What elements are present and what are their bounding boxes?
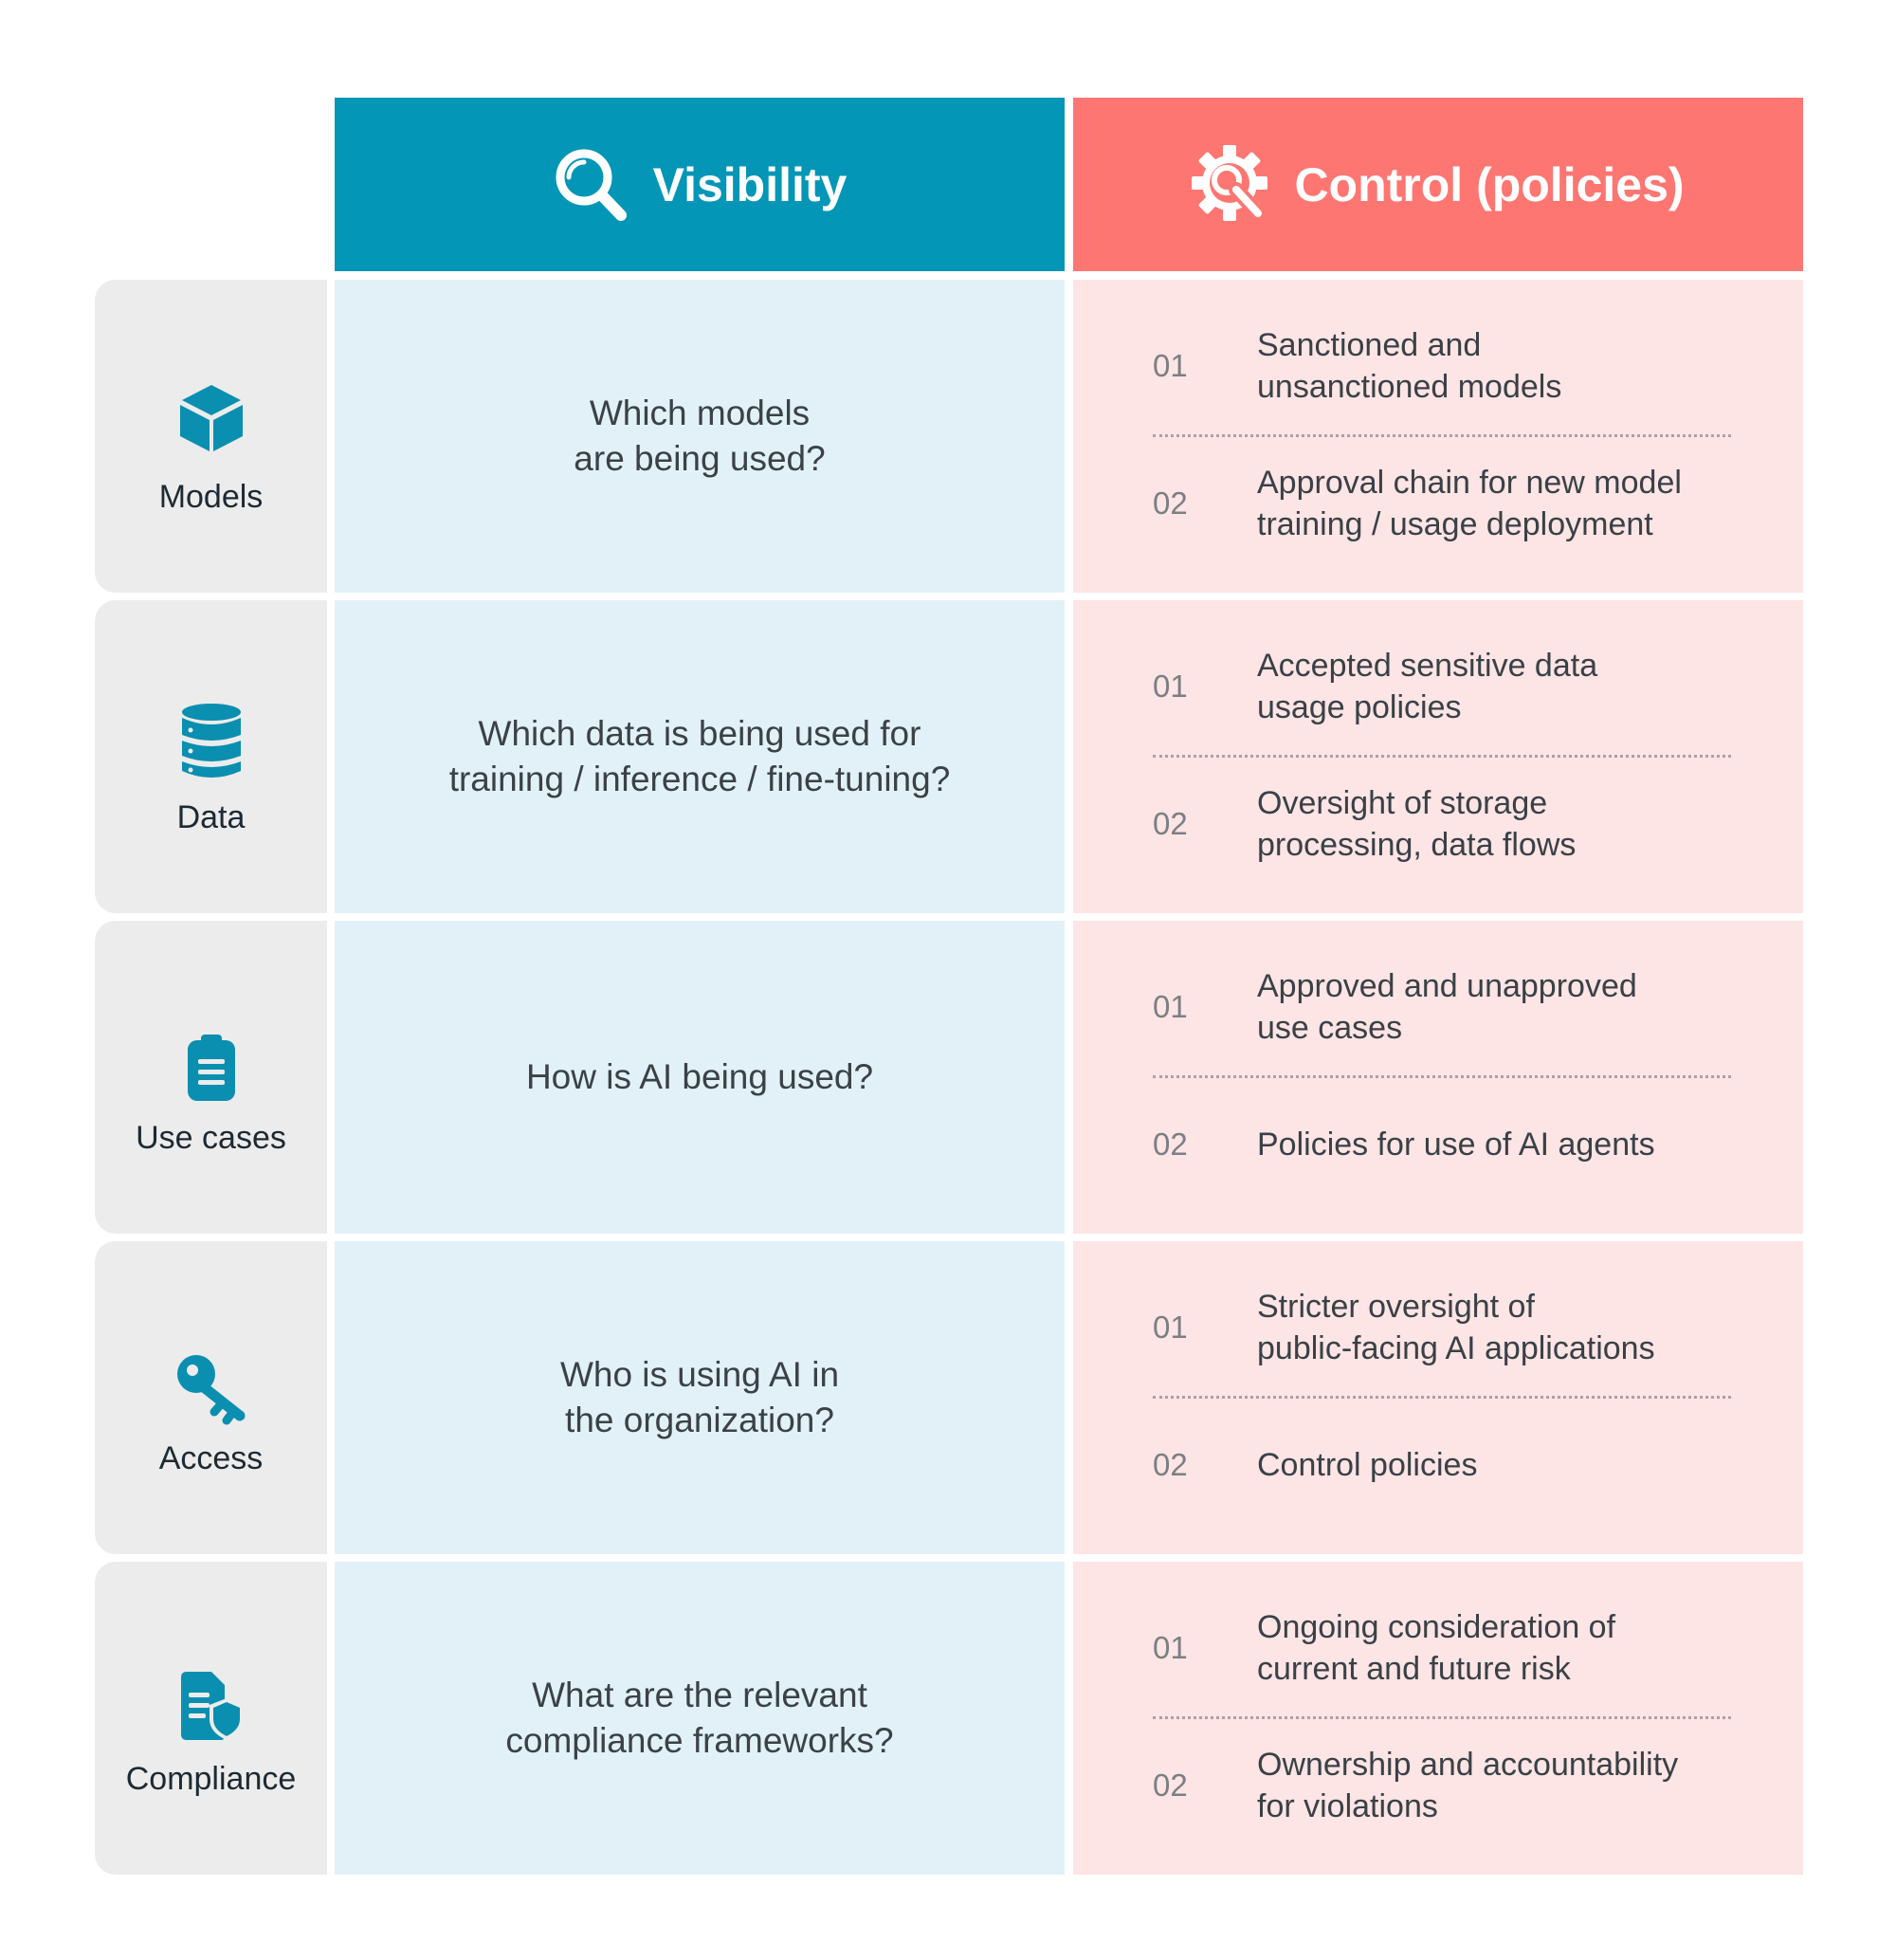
policy-item [1153, 1272, 1731, 1383]
policy-number: 02 [1153, 1768, 1188, 1803]
category-cell [95, 1562, 327, 1875]
database-icon [180, 703, 243, 780]
table-row-compliance [95, 1562, 1803, 1875]
category-cell [95, 280, 327, 593]
policy-number: 01 [1153, 348, 1188, 383]
visibility-question-cell [335, 921, 1065, 1234]
control-cell [1073, 280, 1803, 593]
policy-text: Policies for use of AI agents [1257, 1127, 1655, 1163]
policy-item [1153, 448, 1731, 559]
document-shield-icon [177, 1670, 246, 1742]
visibility-header-title: Visibility [652, 157, 848, 211]
category-label: Access [158, 1440, 264, 1476]
dotted-divider [1153, 1716, 1731, 1719]
policy-text: Sanctioned and unsanctioned models [1257, 327, 1562, 405]
control-header [1073, 98, 1803, 271]
key-icon [175, 1353, 247, 1425]
policy-number: 02 [1153, 1447, 1188, 1482]
policy-text: Control policies [1257, 1447, 1478, 1483]
policy-text: Approval chain for new model training / usage deployment [1257, 465, 1682, 542]
visibility-question: How is AI being used? [525, 1057, 874, 1096]
table-row-data [95, 600, 1803, 913]
gear-magnifier-icon [1192, 145, 1269, 225]
control-header-title: Control (policies) [1294, 157, 1685, 211]
category-label: Models [158, 479, 264, 515]
policy-number: 01 [1153, 669, 1188, 704]
policy-number: 02 [1153, 806, 1188, 841]
policy-number: 01 [1153, 1630, 1188, 1665]
dotted-divider [1153, 755, 1731, 758]
category-label: Data [176, 799, 246, 835]
visibility-question: Which models are being used? [574, 394, 826, 478]
category-cell [95, 1241, 327, 1554]
control-cell [1073, 1241, 1803, 1554]
policy-text: Ongoing consideration of current and future risk [1257, 1609, 1616, 1687]
dotted-divider [1153, 1075, 1731, 1078]
policy-text: Approved and unapproved use cases [1257, 968, 1637, 1046]
table-row-use-cases [95, 921, 1803, 1234]
control-cell [1073, 1562, 1803, 1875]
policy-text: Oversight of storage processing, data flows [1257, 785, 1577, 863]
visibility-header [335, 98, 1065, 271]
policy-item [1153, 1409, 1731, 1521]
category-cell [95, 921, 327, 1234]
policy-text: Ownership and accountability for violations [1257, 1747, 1679, 1824]
policy-number: 01 [1153, 989, 1188, 1024]
policy-text: Stricter oversight of public-facing AI applications [1257, 1289, 1655, 1366]
magnifier-icon [553, 146, 629, 224]
table-row-access [95, 1241, 1803, 1554]
policy-item [1153, 631, 1731, 742]
visibility-question: What are the relevant compliance frameworks? [505, 1676, 894, 1760]
policy-item [1153, 1089, 1731, 1200]
policy-number: 02 [1153, 1127, 1188, 1162]
policy-item [1153, 951, 1731, 1063]
table-row-models [95, 280, 1803, 593]
policy-item [1153, 768, 1731, 880]
policy-item [1153, 1730, 1731, 1841]
visibility-question-cell [335, 600, 1065, 913]
category-label: Use cases [136, 1120, 286, 1156]
category-cell [95, 600, 327, 913]
policy-number: 02 [1153, 485, 1188, 521]
visibility-question: Who is using AI in the organization? [559, 1355, 840, 1439]
policy-number: 01 [1153, 1310, 1188, 1345]
clipboard-icon [185, 1033, 238, 1103]
control-cell [1073, 921, 1803, 1234]
visibility-question: Which data is being used for training / inference / fine-tuning? [448, 714, 951, 798]
dotted-divider [1153, 1396, 1731, 1399]
cube-icon [177, 382, 246, 454]
dotted-divider [1153, 434, 1731, 437]
category-label: Compliance [125, 1761, 297, 1797]
policy-item [1153, 310, 1731, 422]
visibility-question-cell [335, 1562, 1065, 1875]
policy-item [1153, 1592, 1731, 1704]
policy-text: Accepted sensitive data usage policies [1257, 648, 1598, 725]
visibility-question-cell [335, 1241, 1065, 1554]
control-cell [1073, 600, 1803, 913]
visibility-question-cell [335, 280, 1065, 593]
